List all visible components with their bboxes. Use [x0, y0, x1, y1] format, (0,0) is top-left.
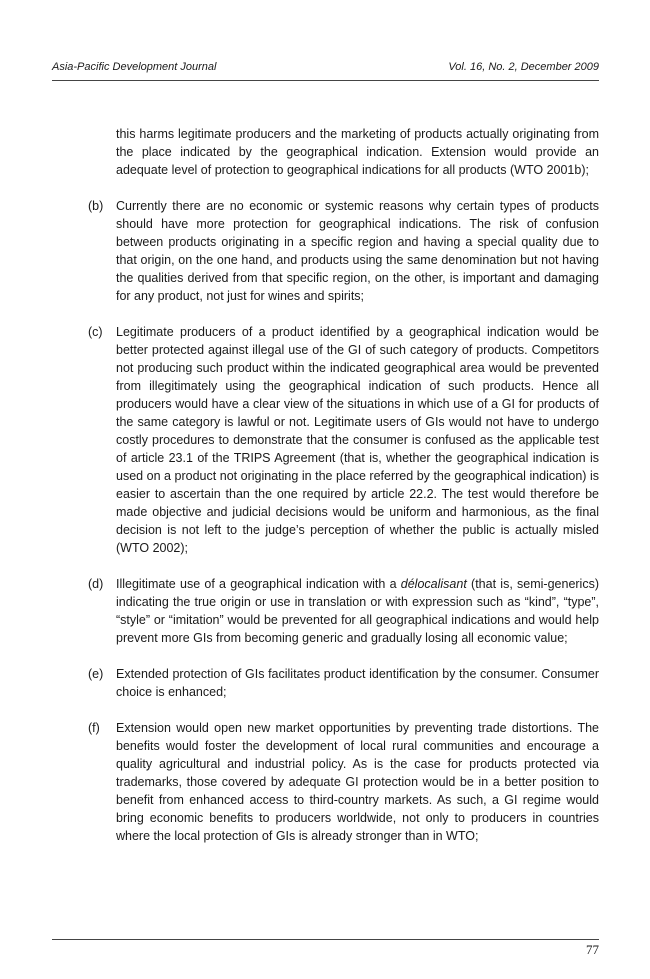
list-marker: (f)	[88, 721, 100, 735]
list-marker: (c)	[88, 325, 103, 339]
list-item-text: Currently there are no economic or systemic reasons why certain types of products should have more protection for geographical indications. The risk of confusion between products originating in a specific region and having a special quality due to that origin, on the one hand, and products using the same denomination but not having the qualities derived from that specific region, on the other, is important and damaging for any product, not just for wines and spirits;	[116, 199, 599, 303]
intro-paragraph-text: this harms legitimate producers and the marketing of products actually originating from the place indicated by the geographical indication. Extension would provide an adequate level of protection to geographical indications for all products (WTO 2001b);	[116, 127, 599, 177]
footer-rule	[52, 939, 599, 940]
list-item-text: Extension would open new market opportunities by preventing trade distortions. The benefits would foster the development of local rural communities and encourage a quality agricultural and industrial policy. As is the case for products protected via trademarks, those covered by adequate GI protection would be in a better position to benefit from enhanced access to third-country markets. As such, a GI regime would bring economic benefits to producers worldwide, not only to producers in countries where the local protection of GIs is already stronger than in WTO;	[116, 721, 599, 843]
list-marker: (e)	[88, 667, 104, 681]
list-item-b	[88, 197, 599, 305]
page-number: 77	[586, 942, 599, 957]
running-header	[52, 61, 599, 73]
body-text	[88, 125, 599, 863]
list-item-text-after: (that is, semi-generics) indicating the true origin or use in translation or with expression such as “kind”, “type”, “style” or “imitation” would be prevented for all geographical indications and would help prevent more GIs from becoming generic and gradually losing all economic value;	[116, 577, 599, 645]
list-item-text-before: Illegitimate use of a geographical indication with a	[116, 577, 401, 591]
list-item-e	[88, 665, 599, 701]
list-item-c	[88, 323, 599, 557]
list-marker: (d)	[88, 577, 104, 591]
header-rule	[52, 80, 599, 81]
journal-title: Asia-Pacific Development Journal	[52, 61, 217, 73]
list-item-text: Extended protection of GIs facilitates product identification by the consumer. Consumer choice is enhanced;	[116, 667, 599, 699]
list-item-italic-term: délocalisant	[400, 577, 467, 591]
list-item-f	[88, 719, 599, 845]
list-item-d	[88, 575, 599, 647]
list-item-text: Legitimate producers of a product identified by a geographical indication would be better protected against illegal use of the GI of such category of products. Competitors not producing such product within the indicated geographical area would be prevented from illegitimately using the geographical indication of such products. Hence all producers would have a clear view of the situations in which use of a GI for products of the same category is lawful or not. Legitimate users of GIs would not have to undergo costly procedures to demonstrate that the consumer is confused as the applicable test of article 23.1 of the TRIPS Agreement (that is, whether the geographical indication is used on a product not originating in the place referred by the geographical indication) is easier to ascertain than the one required by article 22.2. The test would therefore be made objective and judicial decisions would be uniform and harmonious, as the final decision is not left to the judge’s perception of whether the public is actually misled (WTO 2002);	[116, 325, 599, 555]
issue-info: Vol. 16, No. 2, December 2009	[448, 61, 599, 73]
intro-paragraph	[88, 125, 599, 179]
list-marker: (b)	[88, 199, 104, 213]
